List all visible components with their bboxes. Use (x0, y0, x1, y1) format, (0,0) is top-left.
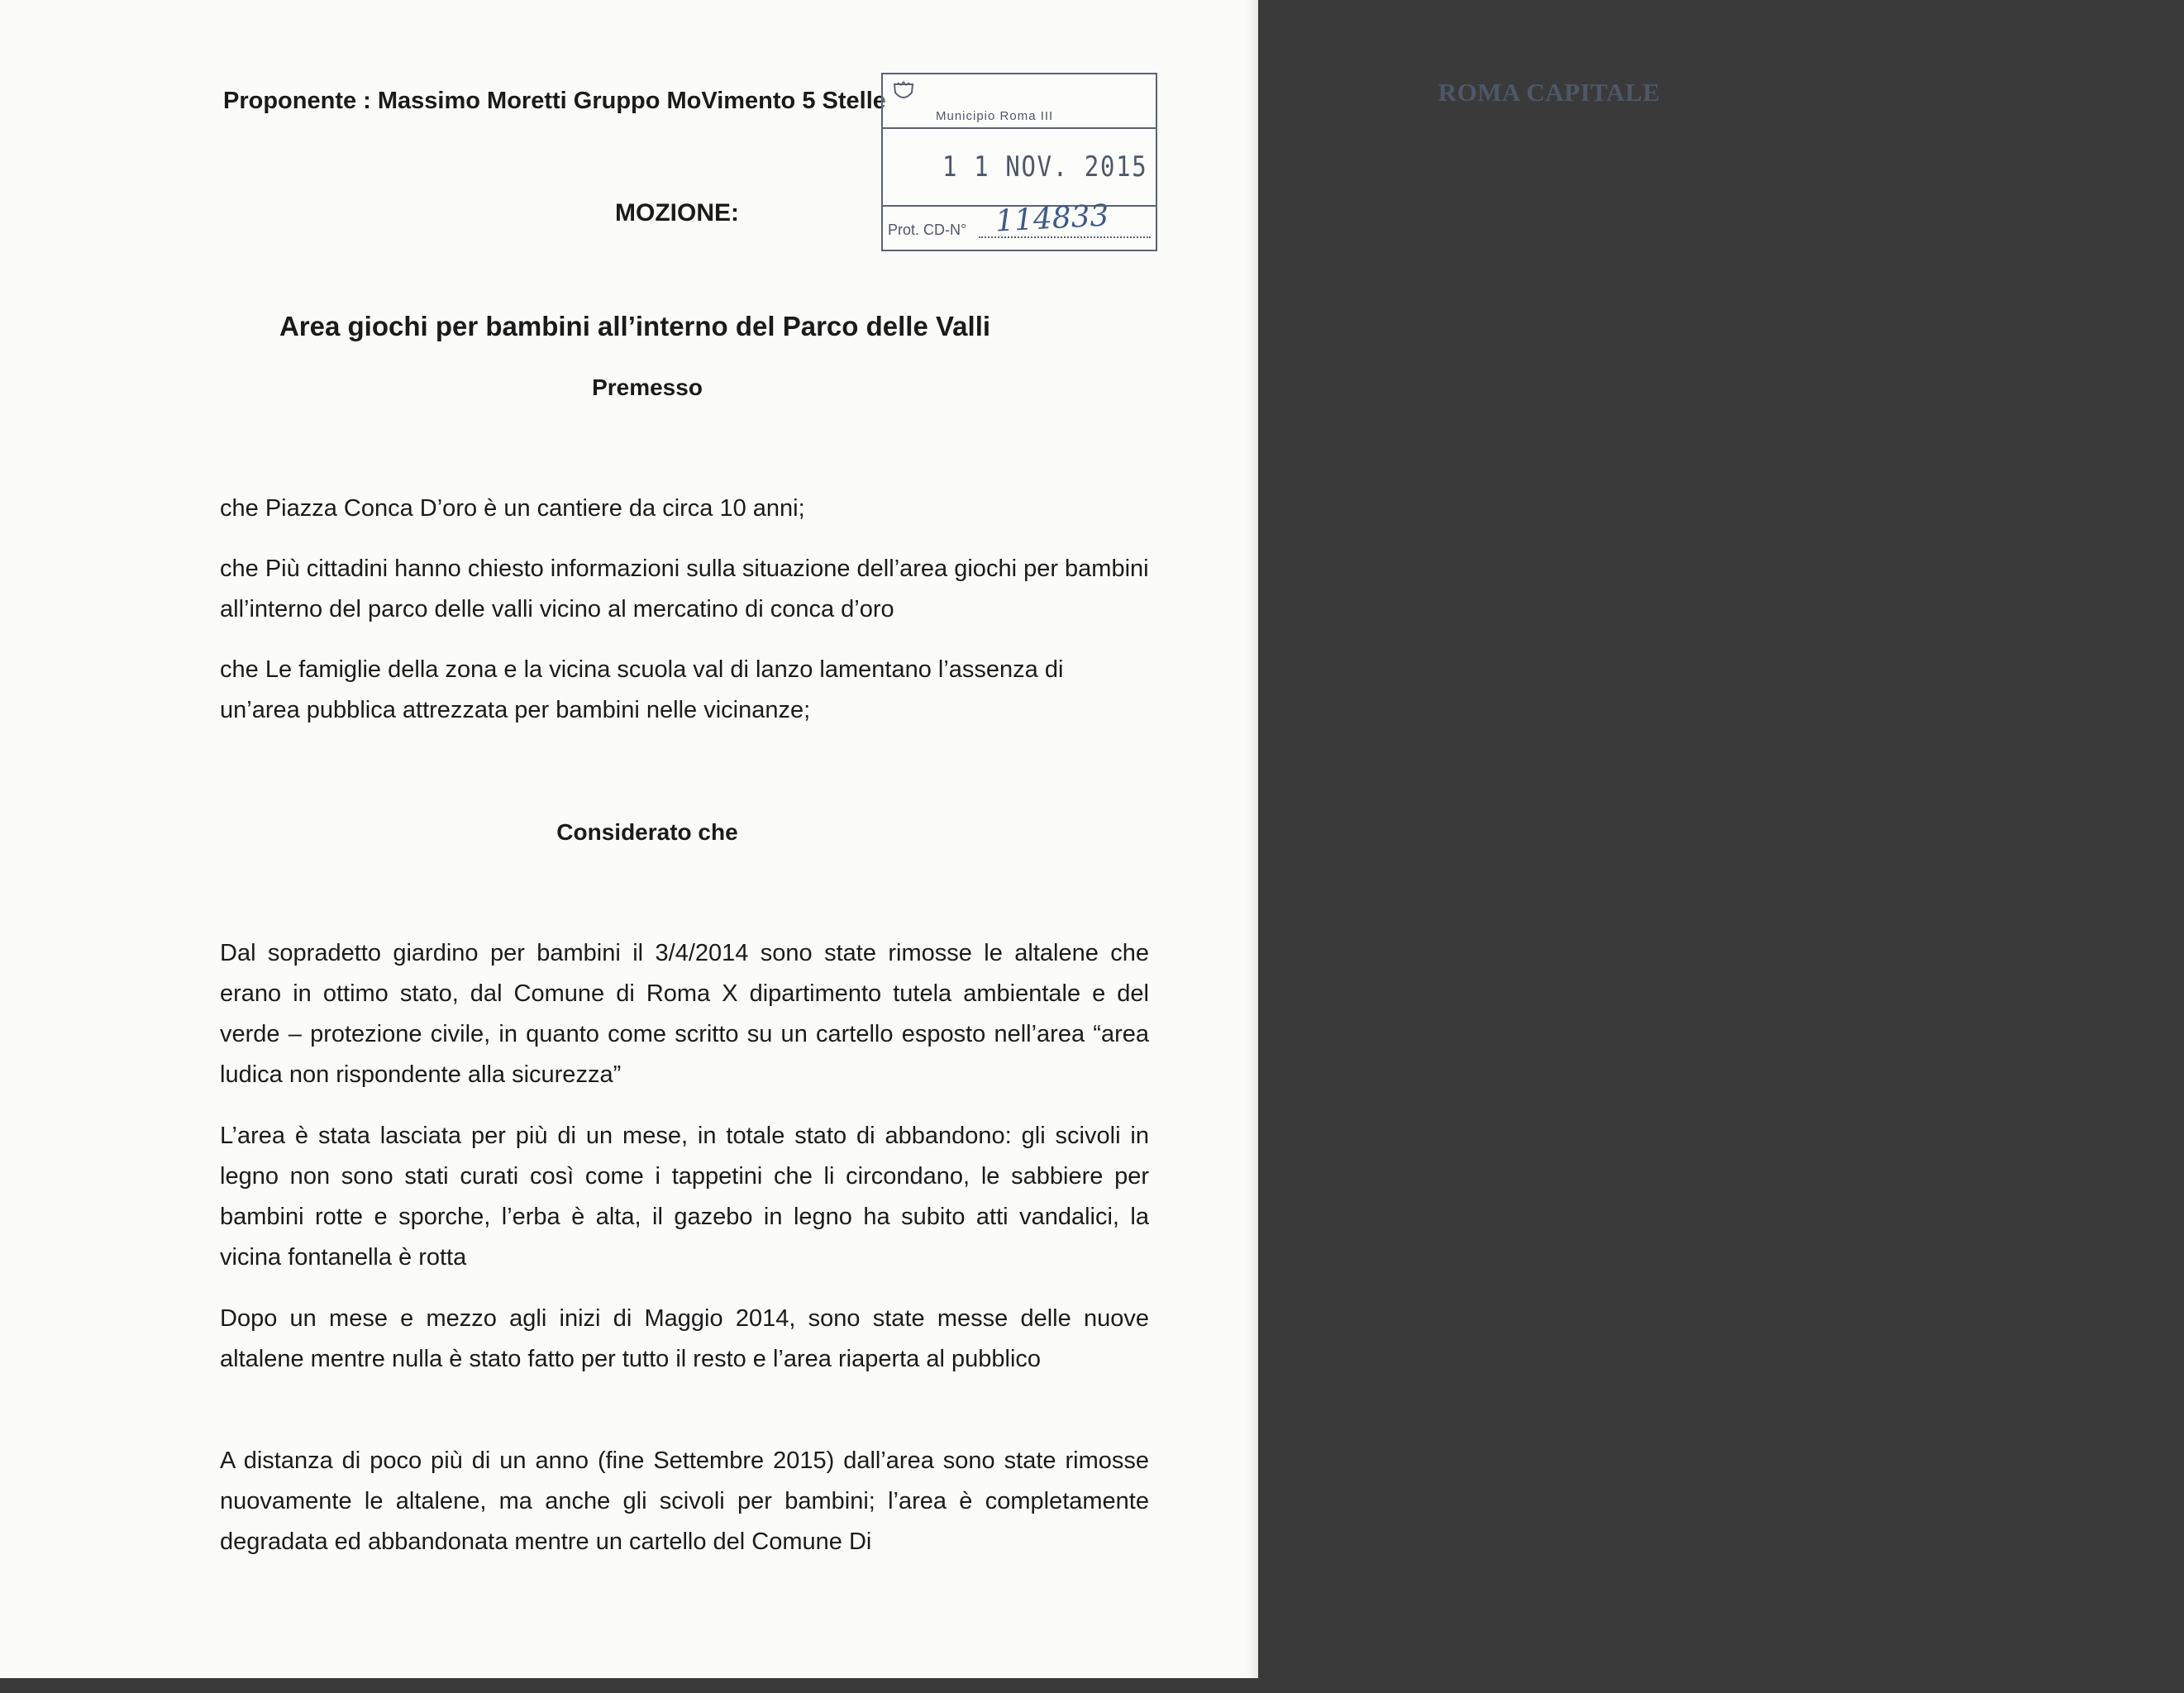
considerato-paragraph: Dal sopradetto giardino per bambini il 3/4/2014 sono state rimosse le altalene che erano in ottimo stato, dal Comune di Roma X dipartimento tutela ambientale e del verde – protezione civile, in quanto come scritto su un cartello esposto nell’area “area ludica non rispondente alla sicurezza” (220, 940, 1149, 1088)
roma-emblem-icon (891, 81, 916, 103)
premesso-paragraph: che Le famiglie della zona e la vicina scuola val di lanzo lamentano l’assenza di un’area pubblica attrezzata per bambini nelle vicinanze; (220, 656, 1064, 723)
stamp-title: ROMA CAPITALE (1438, 78, 1661, 107)
premesso-heading: Premesso (592, 374, 703, 400)
considerato-paragraph: L’area è stata lasciata per più di un mese, in totale stato di abbandono: gli scivoli in legno non sono stati curati così come i tappetini che li circondano, le sabbiere per bambini rotte e sporche, l’erba è alta, il gazebo in legno ha subito atti vandalici, la vicina fontanella è rotta (220, 1123, 1149, 1271)
premesso-paragraph: che Piazza Conca D’oro è un cantiere da circa 10 anni; (220, 495, 805, 522)
mozione-heading: MOZIONE: (615, 199, 739, 227)
premesso-paragraph: che Più cittadini hanno chiesto informazioni sulla situazione dell’area giochi per bambini all’interno del parco delle valli vicino al mercatino di conca d’oro (220, 556, 1149, 622)
protocol-stamp (881, 73, 1661, 251)
considerato-heading: Considerato che (556, 819, 738, 845)
stamp-divider (883, 127, 1156, 129)
stamp-subtitle: Municipio Roma III (936, 109, 1054, 123)
considerato-paragraph: A distanza di poco più di un anno (fine Settembre 2015) dall’area sono state rimosse nuovamente le altalene, ma anche gli scivoli per bambini; l’area è completamente degradata ed abbandonata mentre un cartello del Comune Di (220, 1447, 1149, 1555)
considerato-paragraph: Dopo un mese e mezzo agli inizi di Maggio 2014, sono state messe delle nuove altalene mentre nulla è stato fatto per tutto il resto e l’area riaperta al pubblico (220, 1305, 1149, 1372)
stamp-prot-label: Prot. CD-N° (888, 222, 967, 238)
stamp-prot-number: 114833 (994, 198, 1110, 239)
proponente-line: Proponente : Massimo Moretti Gruppo MoVimento 5 Stelle (223, 88, 886, 114)
stamp-date: 1 1 NOV. 2015 (942, 150, 1148, 184)
document-title: Area giochi per bambini all’interno del Parco delle Valli (279, 311, 991, 341)
